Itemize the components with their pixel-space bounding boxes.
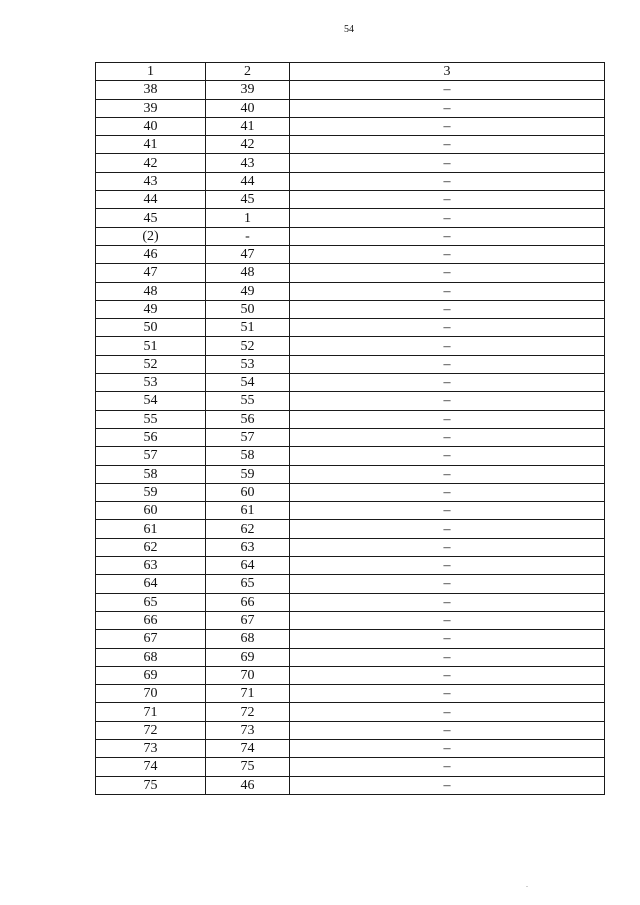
table-cell: 45	[96, 209, 206, 227]
table-cell: 58	[96, 465, 206, 483]
table-cell: 52	[96, 355, 206, 373]
table-cell: (2)	[96, 227, 206, 245]
table-row	[96, 392, 605, 410]
table-cell: –	[290, 758, 605, 776]
table-cell: 69	[96, 666, 206, 684]
table-row	[96, 282, 605, 300]
table-cell: 63	[206, 538, 290, 556]
table-row	[96, 117, 605, 135]
table-cell: –	[290, 319, 605, 337]
table-row	[96, 136, 605, 154]
table-cell: –	[290, 282, 605, 300]
table-cell: 41	[96, 136, 206, 154]
table-cell: 40	[206, 99, 290, 117]
table-row	[96, 191, 605, 209]
table-cell: 46	[206, 776, 290, 794]
table-row	[96, 209, 605, 227]
table-cell: 73	[206, 721, 290, 739]
table-cell: 71	[96, 703, 206, 721]
data-table	[95, 62, 605, 795]
table-row	[96, 227, 605, 245]
table-cell: 53	[96, 374, 206, 392]
table-row	[96, 502, 605, 520]
table-row	[96, 630, 605, 648]
table-row	[96, 611, 605, 629]
table-cell: –	[290, 648, 605, 666]
table-cell: –	[290, 593, 605, 611]
table-row	[96, 319, 605, 337]
table-row	[96, 520, 605, 538]
table-cell: 59	[206, 465, 290, 483]
table-row	[96, 428, 605, 446]
table-cell: –	[290, 465, 605, 483]
table-cell: 58	[206, 447, 290, 465]
table-row	[96, 666, 605, 684]
table-cell: 69	[206, 648, 290, 666]
table-cell: 67	[96, 630, 206, 648]
table-cell: –	[290, 428, 605, 446]
table-cell: 56	[206, 410, 290, 428]
table-row	[96, 374, 605, 392]
table-row	[96, 154, 605, 172]
table-cell: 60	[206, 483, 290, 501]
table-cell: –	[290, 666, 605, 684]
table-cell: 45	[206, 191, 290, 209]
table-cell: –	[290, 776, 605, 794]
table-row	[96, 465, 605, 483]
table-cell: 43	[96, 172, 206, 190]
table-row	[96, 593, 605, 611]
table-row	[96, 264, 605, 282]
table-cell: 39	[96, 99, 206, 117]
table-cell: 74	[206, 739, 290, 757]
table-cell: 55	[206, 392, 290, 410]
table-cell: 39	[206, 81, 290, 99]
table-cell: 61	[206, 502, 290, 520]
table-cell: –	[290, 191, 605, 209]
table-cell: –	[290, 172, 605, 190]
table-cell: 38	[96, 81, 206, 99]
table-cell: 54	[96, 392, 206, 410]
table-cell: 63	[96, 557, 206, 575]
column-header: 2	[206, 63, 290, 81]
table-cell: –	[290, 227, 605, 245]
table-cell: –	[290, 99, 605, 117]
table-cell: –	[290, 81, 605, 99]
table-cell: 42	[96, 154, 206, 172]
table-cell: –	[290, 300, 605, 318]
table-cell: –	[290, 739, 605, 757]
table-cell: –	[290, 520, 605, 538]
table-row	[96, 758, 605, 776]
table-cell: –	[290, 483, 605, 501]
table-cell: 59	[96, 483, 206, 501]
table-cell: 62	[206, 520, 290, 538]
table-cell: 70	[206, 666, 290, 684]
table-cell: 67	[206, 611, 290, 629]
table-cell: 75	[206, 758, 290, 776]
scan-speck	[526, 886, 528, 887]
table-cell: 48	[206, 264, 290, 282]
table-cell: –	[290, 557, 605, 575]
table-row	[96, 685, 605, 703]
table-cell: –	[290, 538, 605, 556]
table-cell: 51	[206, 319, 290, 337]
column-header: 3	[290, 63, 605, 81]
table-cell: 53	[206, 355, 290, 373]
table-cell: 57	[206, 428, 290, 446]
table-row	[96, 575, 605, 593]
table-row	[96, 300, 605, 318]
table-cell: –	[290, 154, 605, 172]
table-cell: 46	[96, 245, 206, 263]
table-cell: 74	[96, 758, 206, 776]
table-row	[96, 776, 605, 794]
table-cell: –	[290, 611, 605, 629]
table-cell: –	[290, 410, 605, 428]
table-cell: 54	[206, 374, 290, 392]
table-row	[96, 703, 605, 721]
table-cell: -	[206, 227, 290, 245]
table-row	[96, 99, 605, 117]
table-cell: 71	[206, 685, 290, 703]
table-row	[96, 355, 605, 373]
table-cell: –	[290, 355, 605, 373]
table-cell: 65	[206, 575, 290, 593]
table-body	[96, 81, 605, 795]
table-row	[96, 447, 605, 465]
table-row	[96, 648, 605, 666]
table-cell: 48	[96, 282, 206, 300]
table-cell: 55	[96, 410, 206, 428]
table-cell: 1	[206, 209, 290, 227]
table-row	[96, 557, 605, 575]
column-header: 1	[96, 63, 206, 81]
table-cell: 49	[206, 282, 290, 300]
table-cell: –	[290, 392, 605, 410]
table-row	[96, 337, 605, 355]
table-cell: –	[290, 630, 605, 648]
table-cell: 44	[96, 191, 206, 209]
table-cell: 56	[96, 428, 206, 446]
table-cell: 60	[96, 502, 206, 520]
table-cell: –	[290, 136, 605, 154]
table-cell: 65	[96, 593, 206, 611]
table-cell: –	[290, 447, 605, 465]
table-cell: 70	[96, 685, 206, 703]
table-row	[96, 483, 605, 501]
table-cell: –	[290, 575, 605, 593]
table-cell: 50	[96, 319, 206, 337]
table-cell: –	[290, 502, 605, 520]
table-cell: 73	[96, 739, 206, 757]
table-cell: 64	[96, 575, 206, 593]
table-cell: 47	[206, 245, 290, 263]
table-cell: 41	[206, 117, 290, 135]
table-row	[96, 721, 605, 739]
table-cell: –	[290, 264, 605, 282]
table-cell: 68	[206, 630, 290, 648]
table-cell: 61	[96, 520, 206, 538]
table-cell: 57	[96, 447, 206, 465]
table-cell: 50	[206, 300, 290, 318]
table-row	[96, 410, 605, 428]
table-row	[96, 245, 605, 263]
table-cell: 66	[96, 611, 206, 629]
table-cell: 68	[96, 648, 206, 666]
table-cell: 43	[206, 154, 290, 172]
table-cell: 49	[96, 300, 206, 318]
table-cell: –	[290, 337, 605, 355]
table-cell: –	[290, 685, 605, 703]
table-cell: 52	[206, 337, 290, 355]
table-cell: 72	[206, 703, 290, 721]
table-cell: –	[290, 245, 605, 263]
table-row	[96, 172, 605, 190]
table-cell: 51	[96, 337, 206, 355]
table-header-row	[96, 63, 605, 81]
table-cell: –	[290, 374, 605, 392]
table-cell: 40	[96, 117, 206, 135]
page-number: 54	[344, 24, 354, 35]
table-cell: –	[290, 209, 605, 227]
table-row	[96, 81, 605, 99]
table-cell: 64	[206, 557, 290, 575]
table-cell: –	[290, 703, 605, 721]
table-cell: 47	[96, 264, 206, 282]
table-cell: –	[290, 721, 605, 739]
table-cell: 62	[96, 538, 206, 556]
table-row	[96, 538, 605, 556]
table-cell: 44	[206, 172, 290, 190]
table-cell: 42	[206, 136, 290, 154]
table-cell: –	[290, 117, 605, 135]
table-cell: 66	[206, 593, 290, 611]
table-cell: 72	[96, 721, 206, 739]
table-cell: 75	[96, 776, 206, 794]
table-row	[96, 739, 605, 757]
